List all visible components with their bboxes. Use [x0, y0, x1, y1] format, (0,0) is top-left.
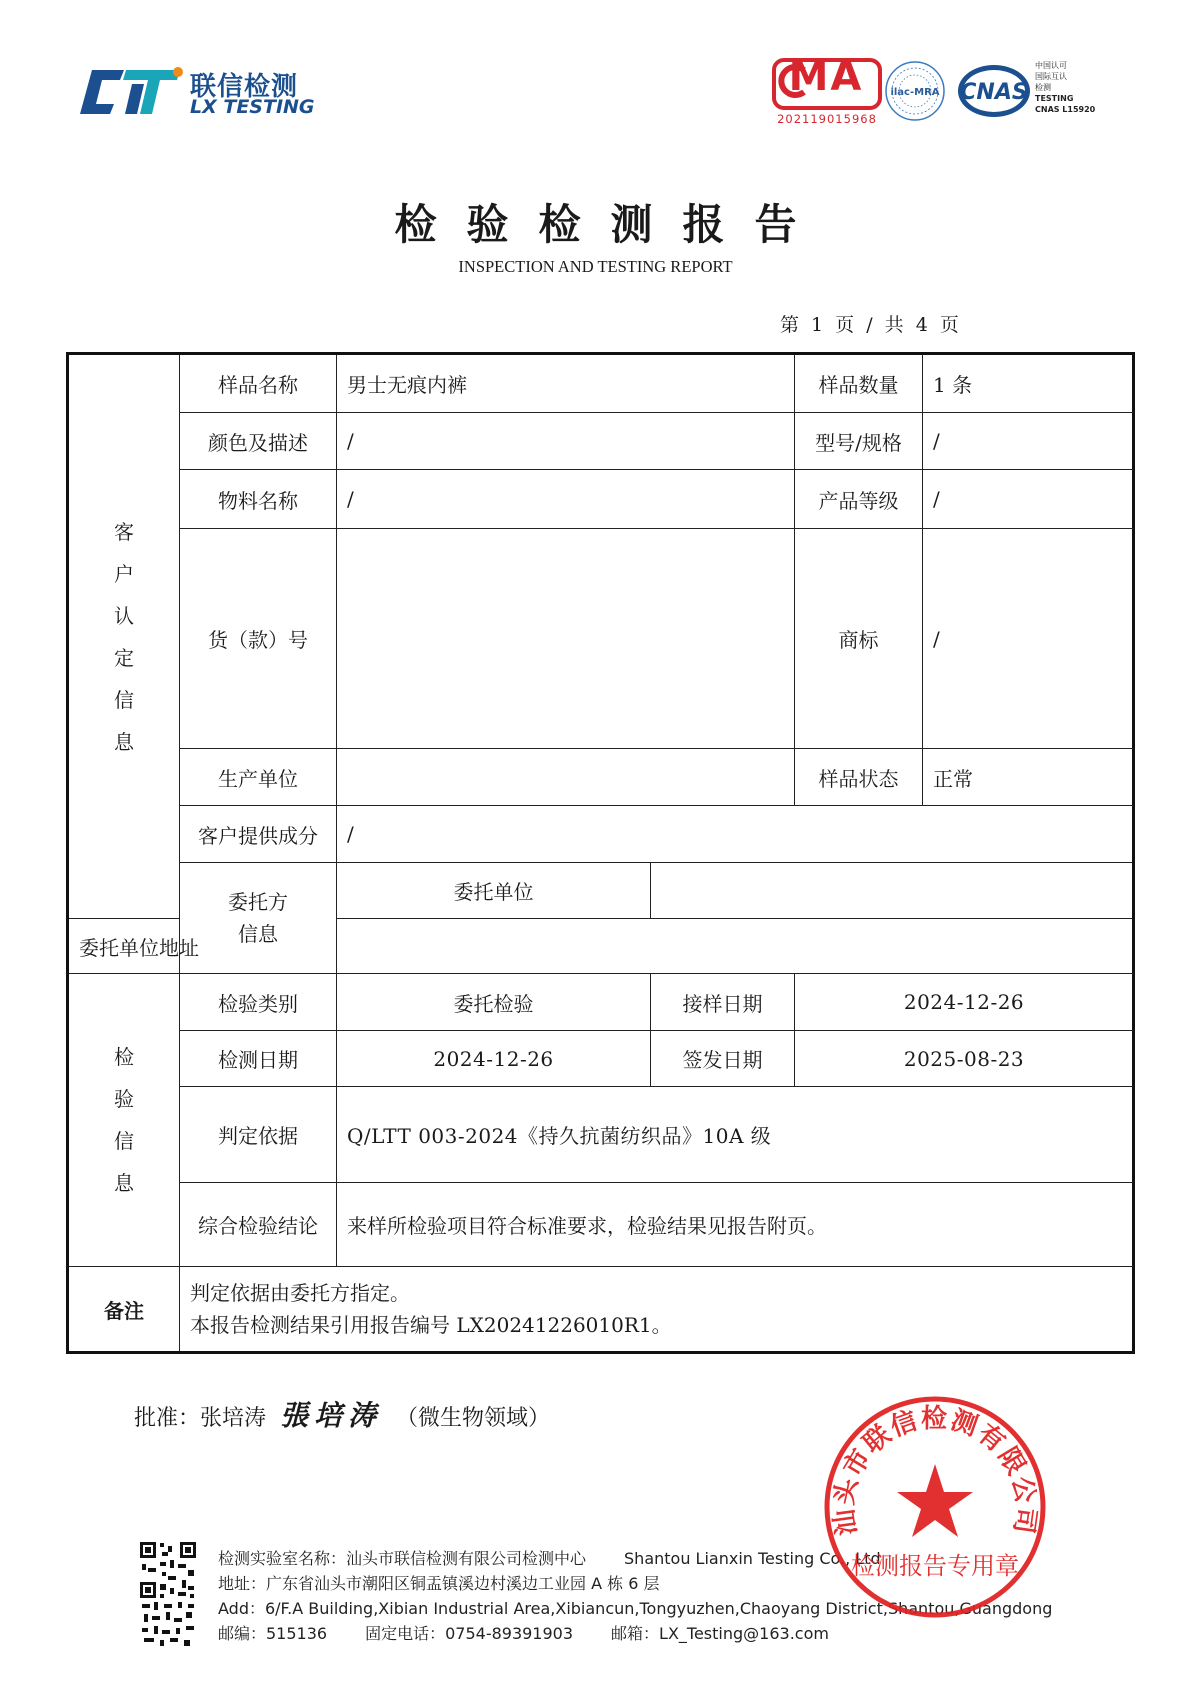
- grade-label: 产品等级: [795, 470, 923, 529]
- ilac-text: ilac-MRA: [890, 87, 940, 98]
- entrust-address-label: 委托单位地址: [68, 919, 180, 974]
- trademark-label: 商标: [795, 529, 923, 749]
- group-char: 客: [114, 519, 134, 544]
- report-subtitle: INSPECTION AND TESTING REPORT: [458, 257, 733, 276]
- entrust-unit-value: [651, 863, 1134, 919]
- table-row: [68, 1087, 1134, 1183]
- notes-line: 本报告检测结果引用报告编号 LX20241226010R1。: [190, 1313, 672, 1337]
- cma-letters: MA: [788, 54, 864, 100]
- table-row: [68, 1183, 1134, 1267]
- conclusion-value: 来样所检验项目符合标准要求，检验结果见报告附页。: [337, 1183, 1134, 1267]
- approval-line: [134, 1394, 550, 1434]
- basis-value: Q/LTT 003-2024《持久抗菌纺织品》10A 级: [337, 1087, 1134, 1183]
- qr-code-icon: [138, 1540, 198, 1650]
- cnas-line: CNAS L15920: [1035, 105, 1096, 114]
- conclusion-label: 综合检验结论: [180, 1183, 337, 1267]
- table-row: [68, 749, 1134, 806]
- lab-name-cn: 检测实验室名称：汕头市联信检测有限公司检测中心: [218, 1549, 587, 1568]
- notes-label: 备注: [68, 1267, 180, 1353]
- composition-value: /: [337, 806, 1134, 863]
- sample-name-label: 样品名称: [180, 354, 337, 413]
- table-row: [68, 863, 1134, 919]
- cnas-text: CNAS: [960, 80, 1028, 105]
- cnas-line: 国际互认: [1035, 72, 1067, 81]
- state-label: 样品状态: [795, 749, 923, 806]
- model-value: /: [923, 413, 1134, 470]
- group-line: 委托方: [228, 890, 288, 914]
- inspection-info-group: [68, 974, 180, 1267]
- seal-ring-text: 汕头市联信检测有限公司: [829, 1403, 1041, 1538]
- table-row: [68, 529, 1134, 749]
- material-value: /: [337, 470, 795, 529]
- table-row: [68, 974, 1134, 1031]
- table-row: [68, 354, 1134, 413]
- issue-date-label: 签发日期: [651, 1031, 795, 1087]
- footer-address-en: Add：6/F.A Building,Xibian Industrial Area,Xibiancun,Tongyuzhen,Chaoyang District,Shantou,Guangdong: [218, 1599, 1053, 1618]
- group-char: 验: [114, 1087, 134, 1111]
- group-char: 认: [114, 603, 134, 628]
- item-no-label: 货（款）号: [180, 529, 337, 749]
- group-line: 信息: [238, 922, 278, 946]
- table-row: [68, 806, 1134, 863]
- phone: 固定电话：0754-89391903: [365, 1624, 574, 1643]
- entrust-address-value: [337, 919, 1134, 974]
- producer-label: 生产单位: [180, 749, 337, 806]
- table-row: [68, 413, 1134, 470]
- color-label: 颜色及描述: [180, 413, 337, 470]
- group-char: 信: [114, 1129, 134, 1153]
- inspection-type-label: 检验类别: [180, 974, 337, 1031]
- model-label: 型号/规格: [795, 413, 923, 470]
- group-char: 定: [114, 645, 134, 670]
- logo-chinese-name: 联信检测: [190, 72, 299, 102]
- report-title: 检验检测报告: [394, 200, 827, 249]
- notes-content: [180, 1267, 1134, 1353]
- approval-field: （微生物领域）: [396, 1406, 551, 1431]
- ilac-mra-icon: [884, 60, 946, 122]
- lx-logo-mark-icon: [80, 66, 185, 118]
- cma-mark: [772, 54, 878, 126]
- receive-date-value: 2024-12-26: [795, 974, 1134, 1031]
- table-row: [68, 1031, 1134, 1087]
- sample-qty-label: 样品数量: [795, 354, 923, 413]
- page-indicator: 第 1 页 / 共 4 页: [780, 314, 959, 336]
- approval-label: 批准：: [134, 1406, 201, 1431]
- lab-name-en: Shantou Lianxin Testing Co., Ltd: [624, 1549, 881, 1568]
- state-value: 正常: [923, 749, 1134, 806]
- cnas-icon: [956, 62, 1032, 120]
- item-no-value: [337, 529, 795, 749]
- logo-english-name: LX TESTING: [190, 96, 315, 118]
- material-label: 物料名称: [180, 470, 337, 529]
- approver-signature: 張培涛: [280, 1399, 383, 1432]
- sample-name-value: 男士无痕内裤: [337, 354, 795, 413]
- issue-date-value: 2025-08-23: [795, 1031, 1134, 1087]
- footer-contact-line: [218, 1621, 1052, 1646]
- report-table: [66, 352, 1135, 1354]
- table-row: [68, 470, 1134, 529]
- composition-label: 客户提供成分: [180, 806, 337, 863]
- receive-date-label: 接样日期: [651, 974, 795, 1031]
- basis-label: 判定依据: [180, 1087, 337, 1183]
- entrust-unit-label: 委托单位: [337, 863, 651, 919]
- group-char: 信: [114, 687, 134, 712]
- trademark-value: /: [923, 529, 1134, 749]
- footer-address-cn: 地址：广东省汕头市潮阳区铜盂镇溪边村溪边工业园 A 栋 6 层: [218, 1574, 660, 1593]
- company-logo: [80, 66, 320, 122]
- group-char: 息: [114, 1171, 134, 1195]
- approver-name: 张培涛: [200, 1406, 267, 1431]
- producer-value: [337, 749, 795, 806]
- cnas-description: [1035, 60, 1105, 115]
- test-date-value: 2024-12-26: [337, 1031, 651, 1087]
- inspection-type-value: 委托检验: [337, 974, 651, 1031]
- company-seal-icon: [820, 1392, 1050, 1622]
- sample-qty-value: 1 条: [923, 354, 1134, 413]
- color-value: /: [337, 413, 795, 470]
- group-char: 检: [114, 1045, 134, 1069]
- group-char: 息: [114, 729, 134, 754]
- client-info-group: [68, 354, 180, 919]
- seal-bottom-text: 检测报告专用章: [851, 1552, 1019, 1580]
- notes-line: 判定依据由委托方指定。: [190, 1281, 410, 1305]
- group-char: 户: [114, 561, 134, 586]
- grade-value: /: [923, 470, 1134, 529]
- postcode: 邮编：515136: [218, 1624, 328, 1643]
- entrust-info-group: [180, 863, 337, 974]
- cnas-line: 检测: [1035, 83, 1051, 92]
- email: 邮箱：LX_Testing@163.com: [611, 1624, 829, 1643]
- table-row: [68, 1267, 1134, 1353]
- test-date-label: 检测日期: [180, 1031, 337, 1087]
- cnas-line: TESTING: [1035, 94, 1074, 103]
- cma-number: 202119015968: [777, 112, 877, 126]
- cnas-line: 中国认可: [1035, 61, 1067, 70]
